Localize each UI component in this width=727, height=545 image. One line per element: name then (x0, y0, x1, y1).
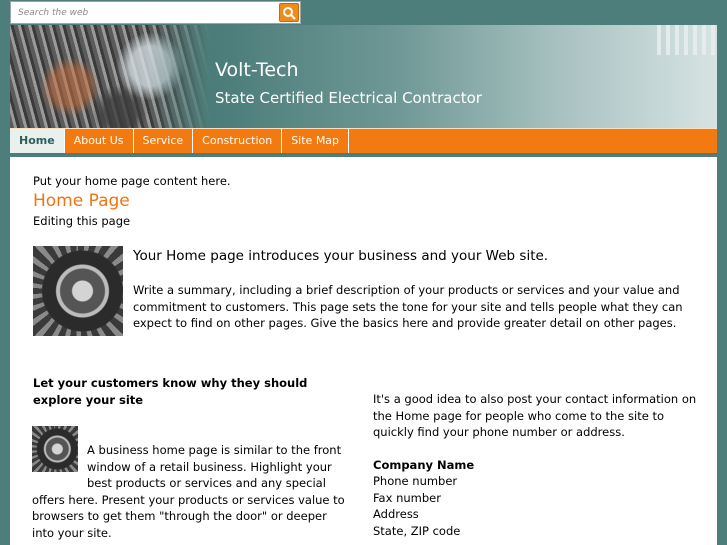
summary-text: Write a summary, including a brief description of your products or services and your value and commitment to customers. This page sets the tone for your site and tells people what they can expect to find on other pages. Give the basics here and provide greater detail on other pages. (133, 283, 683, 330)
phone-number: Phone number (373, 474, 458, 488)
main-nav (10, 128, 717, 154)
company-name: Company Name (373, 457, 475, 472)
section-body-text: A business home page is similar to the front window of a retail business. Highlight your best products or services and any special offers here. Present your products or services value to browsers to get them "through the door" or deeper into your site. (32, 443, 345, 540)
fax-number: Fax number (373, 490, 441, 505)
section-heading: Let your customers know why they should explore your site (33, 376, 308, 407)
nav-item-about-us[interactable]: About Us (65, 129, 134, 153)
nav-item-construction[interactable]: Construction (193, 129, 282, 153)
header-banner (10, 25, 717, 128)
contact-column (373, 391, 703, 539)
header-decoration (657, 25, 717, 55)
gauge-image (33, 246, 123, 336)
address: Address (373, 507, 419, 521)
section-body (32, 442, 352, 541)
contact-intro: It's a good idea to also post your contact information on the Home page for people who come to the site to quickly find your phone number or address. (373, 392, 697, 439)
editing-note: Editing this page (33, 214, 131, 228)
main-content (10, 157, 717, 545)
state-zip: State, ZIP code (373, 523, 461, 538)
site-tagline: State Certified Electrical Contractor (215, 89, 482, 107)
search-button[interactable] (279, 3, 299, 22)
page-title: Home Page (33, 191, 130, 211)
nav-item-home[interactable]: Home (10, 129, 65, 153)
intro-text: Put your home page content here. (33, 174, 231, 188)
nav-item-site-map[interactable]: Site Map (282, 129, 349, 153)
nav-item-service[interactable]: Service (134, 129, 194, 153)
search-box (10, 1, 301, 24)
search-input[interactable] (11, 2, 277, 23)
site-title: Volt-Tech (215, 59, 299, 81)
header-photo (10, 25, 210, 128)
search-icon (282, 6, 296, 20)
lead-text: Your Home page introduces your business and your Web site. (133, 248, 549, 264)
